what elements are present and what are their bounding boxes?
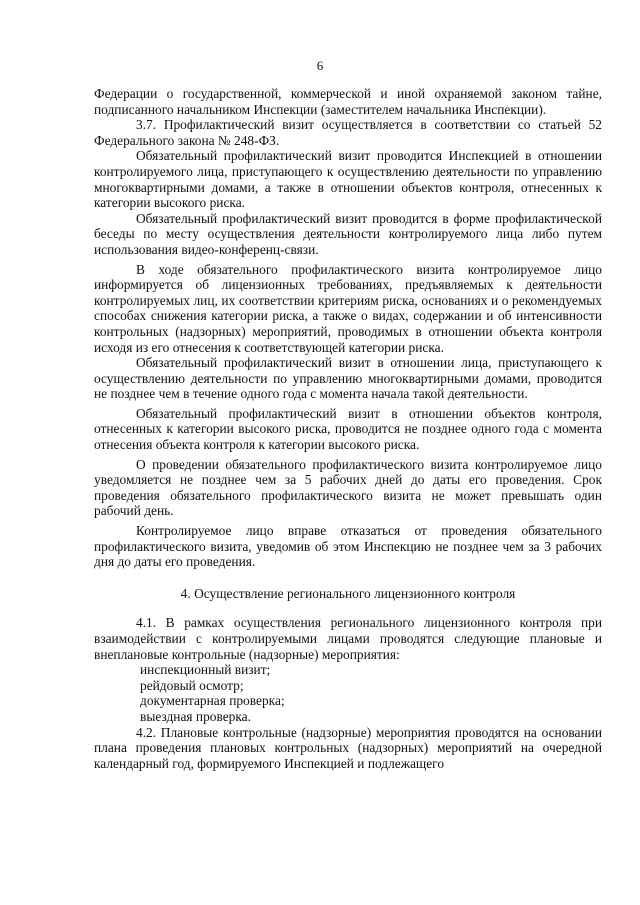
list-item: рейдовый осмотр; [140, 677, 244, 693]
list-item: инспекционный визит; [140, 662, 271, 678]
document-body [94, 86, 602, 771]
clause-4-2: 4.2. Плановые контрольные (надзорные) мероприятия проводятся на основании плана проведения плановых контрольных (надзорных) мероприятий на очередной календарный год, формируемого Инспекцией и подлежащего [94, 724, 602, 771]
list-item: выездная проверка. [140, 708, 251, 724]
page-number: 6 [316, 58, 324, 73]
paragraph: Обязательный профилактический визит проводится в форме профилактической беседы по месту осуществления деятельности контролируемого лица либо путем использования видео-конференц-связи. [94, 210, 602, 257]
list-item: документарная проверка; [140, 693, 285, 709]
section-heading: 4. Осуществление регионального лицензионного контроля [180, 585, 516, 601]
paragraph: Обязательный профилактический визит проводится Инспекцией в отношении контролируемого лица, приступающего к осуществлению деятельности по управлению многоквартирными домами, а также в отношении объектов контроля, отнесенных к категории высокого риска. [94, 148, 602, 211]
clause-4-1: 4.1. В рамках осуществления регионального лицензионного контроля при взаимодействии с контролируемыми лицами проводятся следующие плановые и внеплановые контрольные (надзорные) мероприятия: [94, 615, 602, 662]
paragraph: 3.7. Профилактический визит осуществляется в соответствии со статьей 52 Федерального закона № 248-ФЗ. [94, 117, 602, 148]
paragraph: Федерации о государственной, коммерческой и иной охраняемой законом тайне, подписанного начальником Инспекции (заместителем начальника Инспекции). [94, 86, 602, 117]
paragraph: В ходе обязательного профилактического визита контролируемое лицо информируется об лицензионных требованиях, предъявляемых к деятельности контролируемых лиц, их соответствии критериям риска, основаниях и о рекомендуемых способах снижения категории риска, а также о видах, содержании и об интенсивности контрольных (надзорных) мероприятий, проводимых в отношении объекта контроля исходя из его отнесения к соответствующей категории риска. [94, 261, 602, 355]
paragraph: Контролируемое лицо вправе отказаться от проведения обязательного профилактического визита, уведомив об этом Инспекцию не позднее чем за 3 рабочих дня до даты его проведения. [94, 523, 602, 570]
paragraph: Обязательный профилактический визит в отношении объектов контроля, отнесенных к категории высокого риска, проводится не позднее одного года с момента отнесения объекта контроля к категории высокого риска. [94, 405, 602, 453]
paragraph: О проведении обязательного профилактического визита контролируемое лицо уведомляется не позднее чем за 5 рабочих дней до даты его проведения. Срок проведения обязательного профилактического визита не может превышать один рабочий день. [94, 456, 602, 519]
paragraph: Обязательный профилактический визит в отношении лица, приступающего к осуществлению деятельности по управлению многоквартирными домами, проводится не позднее чем в течение одного года с момента начала такой деятельности. [94, 355, 602, 402]
